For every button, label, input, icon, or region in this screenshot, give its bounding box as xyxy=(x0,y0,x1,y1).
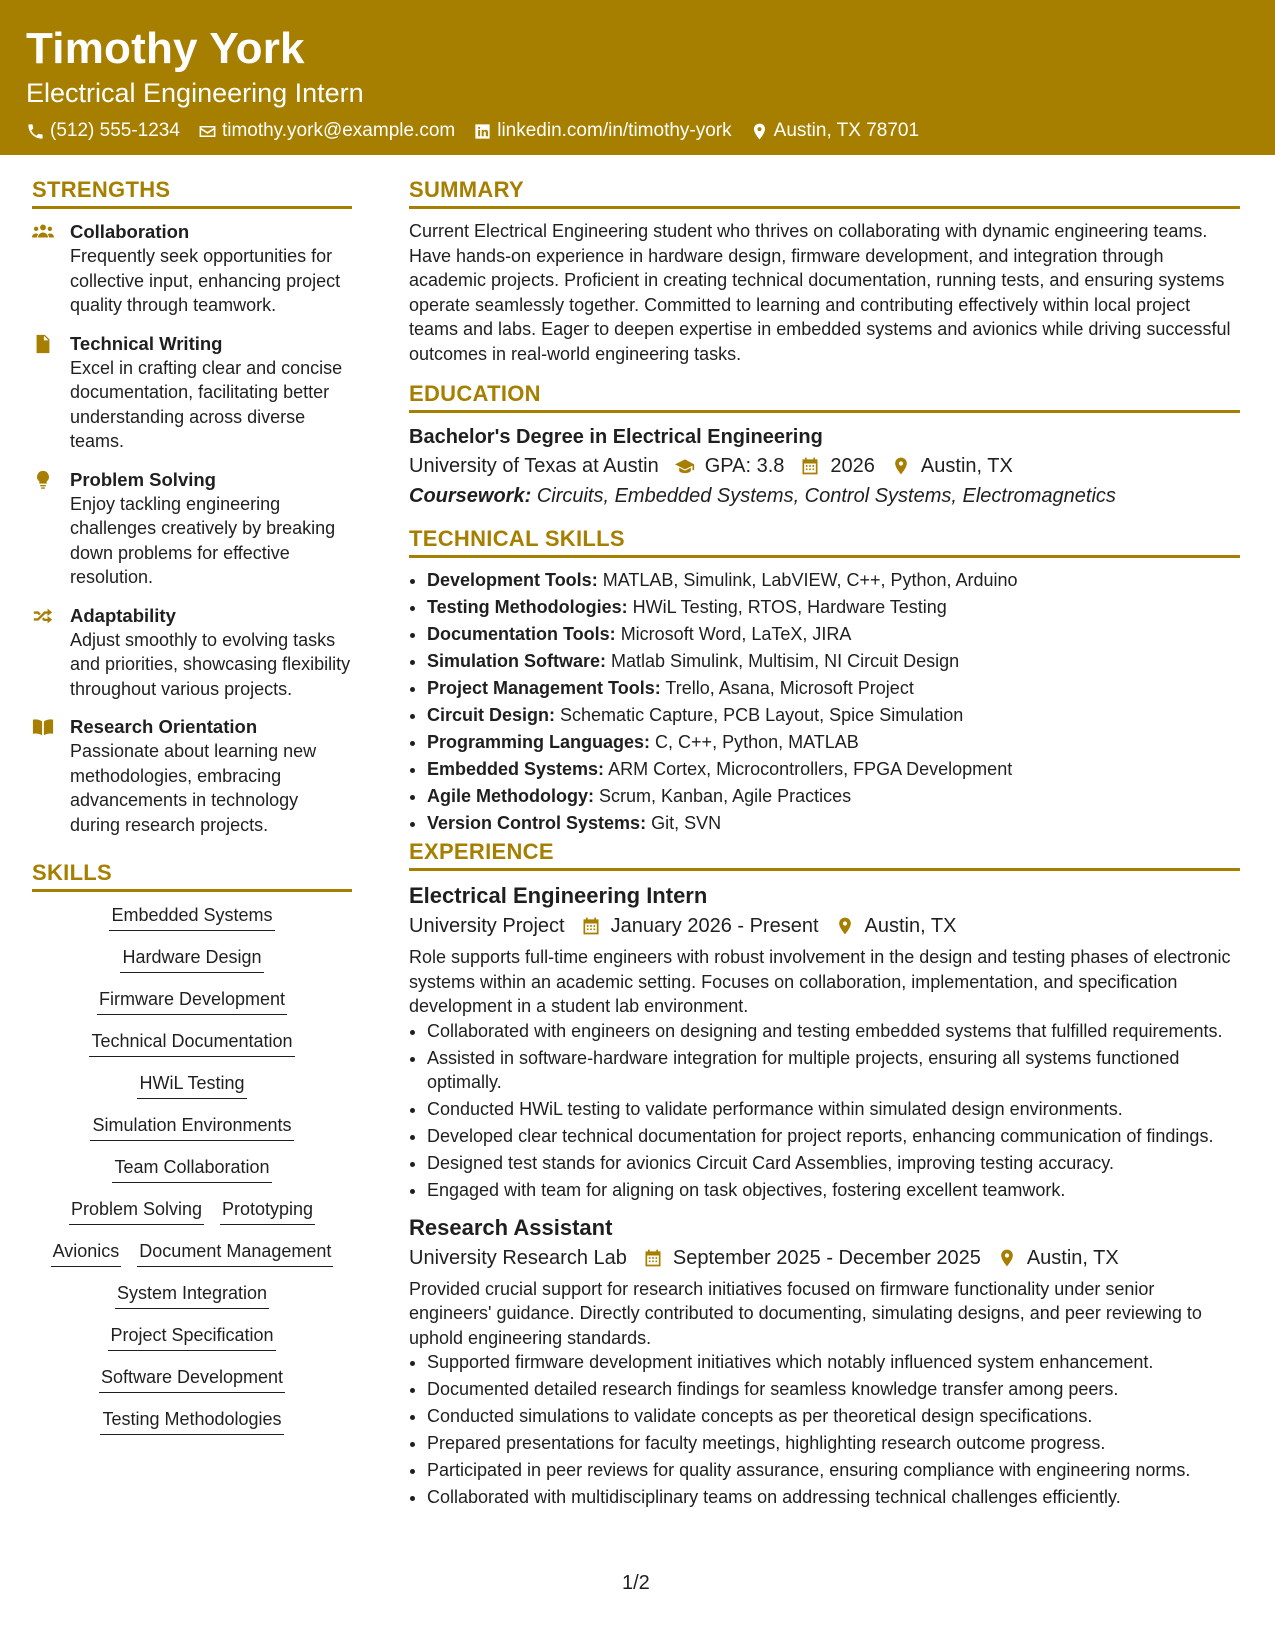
location-text: Austin, TX 78701 xyxy=(773,120,920,141)
list-item: • Programming Languages: C, C++, Python, MATLAB xyxy=(427,730,1240,755)
strength-item xyxy=(32,714,352,837)
strength-item xyxy=(32,331,352,454)
job-bullets xyxy=(409,1019,1240,1203)
skill-tag: Document Management xyxy=(137,1238,333,1267)
contact-bar xyxy=(26,120,1275,142)
strength-title: Technical Writing xyxy=(70,332,223,354)
strengths-heading: STRENGTHS xyxy=(32,176,352,209)
list-item: • Designed test stands for avionics Circuit Card Assemblies, improving testing accuracy. xyxy=(427,1151,1240,1176)
coursework-label: Coursework: xyxy=(409,485,532,507)
job-org: University Research Lab xyxy=(409,1246,627,1269)
list-item: • Collaborated with engineers on designing and testing embedded systems that fulfilled requirements. xyxy=(427,1019,1240,1044)
list-item: • Conducted HWiL testing to validate performance within simulated design environments. xyxy=(427,1097,1240,1122)
calendar-icon xyxy=(581,916,601,936)
school-name: University of Texas at Austin xyxy=(409,455,659,477)
skill-tag: Testing Methodologies xyxy=(100,1406,283,1435)
list-item: • Participated in peer reviews for quality assurance, ensuring compliance with engineering norms. xyxy=(427,1458,1240,1483)
skill-tag: HWiL Testing xyxy=(137,1070,246,1099)
list-item: • Collaborated with multidisciplinary teams on addressing technical challenges efficiently. xyxy=(427,1485,1240,1510)
list-item: • Testing Methodologies: HWiL Testing, RTOS, Hardware Testing xyxy=(427,595,1240,620)
list-item: • Prepared presentations for faculty meetings, highlighting research outcome progress. xyxy=(427,1431,1240,1456)
skill-tag: Prototyping xyxy=(220,1196,315,1225)
strength-desc: Passionate about learning new methodologies, embracing advancements in technology during research projects. xyxy=(70,741,317,835)
calendar-icon xyxy=(800,456,820,476)
resume-header xyxy=(0,0,1275,155)
job-title: Research Assistant xyxy=(409,1214,613,1240)
graduation-cap-icon xyxy=(675,456,695,476)
left-column xyxy=(32,176,352,1448)
job-title: Electrical Engineering Intern xyxy=(409,883,708,908)
skills-list xyxy=(32,902,352,1448)
skill-tag: Simulation Environments xyxy=(90,1112,293,1141)
strength-desc: Adjust smoothly to evolving tasks and priorities, showcasing flexibility throughout various projects. xyxy=(70,629,351,699)
list-item: • Engaged with team for aligning on task objectives, fostering excellent teamwork. xyxy=(427,1178,1240,1203)
job-entry xyxy=(409,1213,1240,1510)
skill-tag: Embedded Systems xyxy=(109,902,274,931)
education-location: Austin, TX xyxy=(920,455,1013,477)
skill-tag: Project Specification xyxy=(108,1322,275,1351)
skill-tag: Problem Solving xyxy=(69,1196,204,1225)
list-item: • Agile Methodology: Scrum, Kanban, Agile Practices xyxy=(427,784,1240,809)
calendar-icon xyxy=(643,1248,663,1268)
strength-desc: Frequently seek opportunities for collective input, enhancing project quality through teamwork. xyxy=(70,246,341,315)
list-item: • Supported firmware development initiatives which notably influenced system enhancement. xyxy=(427,1350,1240,1375)
map-pin-icon xyxy=(997,1248,1017,1268)
strength-item xyxy=(32,603,352,702)
list-item: • Assisted in software-hardware integration for multiple projects, ensuring all systems functioned optimally. xyxy=(427,1046,1240,1095)
strength-title: Adaptability xyxy=(70,604,176,626)
list-item: • Developed clear technical documentation for project reports, enhancing communication of findings. xyxy=(427,1124,1240,1149)
candidate-name: Timothy York xyxy=(26,24,305,73)
degree-title: Bachelor's Degree in Electrical Engineering xyxy=(409,426,823,448)
list-item: • Circuit Design: Schematic Capture, PCB Layout, Spice Simulation xyxy=(427,703,1240,728)
coursework-list: Circuits, Embedded Systems, Control Systems, Electromagnetics xyxy=(536,485,1116,507)
job-location: Austin, TX xyxy=(864,915,957,937)
contact-phone[interactable] xyxy=(26,120,180,142)
email-text: timothy.york@example.com xyxy=(221,120,456,141)
skill-tag: Technical Documentation xyxy=(89,1028,294,1057)
list-item: • Documentation Tools: Microsoft Word, LaTeX, JIRA xyxy=(427,622,1240,647)
job-description: Role supports full-time engineers with robust involvement in the design and testing phases of electronic systems within an academic setting. Focuses on collaboration, implementation, and specification development in a student lab environment. xyxy=(409,947,1231,1016)
list-item: • Project Management Tools: Trello, Asana, Microsoft Project xyxy=(427,676,1240,701)
strength-item xyxy=(32,219,352,318)
skill-tag: Software Development xyxy=(99,1364,285,1393)
contact-location xyxy=(750,120,919,142)
technical-skills-list xyxy=(409,568,1240,836)
gpa-text: GPA: 3.8 xyxy=(704,455,785,477)
job-org: University Project xyxy=(409,915,565,937)
job-entry xyxy=(409,881,1240,1203)
education-heading: EDUCATION xyxy=(409,380,1240,413)
phone-icon xyxy=(26,122,45,141)
job-dates: September 2025 - December 2025 xyxy=(672,1246,981,1269)
users-icon xyxy=(32,222,54,242)
strength-desc: Excel in crafting clear and concise documentation, facilitating better understanding across diverse teams. xyxy=(70,357,343,451)
linkedin-text: linkedin.com/in/timothy-york xyxy=(497,120,732,141)
map-pin-icon xyxy=(835,916,855,936)
skill-tag: Team Collaboration xyxy=(112,1154,271,1183)
list-item: • Version Control Systems: Git, SVN xyxy=(427,811,1240,836)
coursework xyxy=(409,481,1240,511)
contact-linkedin[interactable] xyxy=(473,120,731,142)
job-description: Provided crucial support for research initiatives focused on firmware functionality under senior engineers' guidance. Directly contributed to documenting, simulating designs, and peer reviewing to uphold engineering standards. xyxy=(409,1278,1202,1348)
strength-title: Collaboration xyxy=(70,221,190,242)
skills-heading: SKILLS xyxy=(32,859,352,892)
document-icon xyxy=(32,334,54,354)
graduation-year: 2026 xyxy=(830,455,875,477)
job-meta xyxy=(409,1243,1240,1273)
map-pin-icon xyxy=(891,456,911,476)
contact-email[interactable] xyxy=(198,120,455,142)
summary-text: Current Electrical Engineering student who thrives on collaborating with dynamic engineering teams. Have hands-on experience in hardware design, firmware development, and integration through academic projects. Proficient in creating technical documentation, running tests, and ensuring systems operate seamlessly together. Committed to learning and contributing effectively within local project teams and labs. Eager to deepen expertise in embedded systems and avionics while driving successful outcomes in real-world engineering tasks. xyxy=(409,221,1231,364)
strength-title: Research Orientation xyxy=(70,716,258,737)
list-item: • Embedded Systems: ARM Cortex, Microcontrollers, FPGA Development xyxy=(427,757,1240,782)
education-meta xyxy=(409,451,1240,481)
lightbulb-icon xyxy=(32,470,54,490)
list-item: • Documented detailed research findings for seamless knowledge transfer among peers. xyxy=(427,1377,1240,1402)
right-column xyxy=(409,176,1240,1520)
list-item: • Simulation Software: Matlab Simulink, Multisim, NI Circuit Design xyxy=(427,649,1240,674)
list-item: • Conducted simulations to validate concepts as per theoretical design specifications. xyxy=(427,1404,1240,1429)
job-bullets xyxy=(409,1350,1240,1510)
skill-tag: Firmware Development xyxy=(97,986,287,1015)
list-item: • Development Tools: MATLAB, Simulink, LabVIEW, C++, Python, Arduino xyxy=(427,568,1240,593)
envelope-icon xyxy=(198,122,217,141)
map-pin-icon xyxy=(750,122,769,141)
technical-skills-heading: TECHNICAL SKILLS xyxy=(409,525,1240,558)
book-icon xyxy=(32,717,54,737)
strength-title: Problem Solving xyxy=(70,468,216,490)
skill-tag: Hardware Design xyxy=(120,944,263,973)
skill-tag: Avionics xyxy=(51,1238,122,1267)
phone-text: (512) 555-1234 xyxy=(50,120,180,141)
job-meta xyxy=(409,911,1240,941)
candidate-title: Electrical Engineering Intern xyxy=(26,78,364,108)
strength-item xyxy=(32,467,352,590)
page-number: 1/2 xyxy=(622,1572,650,1594)
linkedin-icon xyxy=(473,122,492,141)
strength-desc: Enjoy tackling engineering challenges creatively by breaking down problems for effective resolution. xyxy=(70,493,336,587)
job-location: Austin, TX xyxy=(1026,1246,1119,1269)
shuffle-icon xyxy=(32,606,54,626)
experience-heading: EXPERIENCE xyxy=(409,838,1240,871)
skill-tag: System Integration xyxy=(115,1280,269,1309)
summary-heading: SUMMARY xyxy=(409,176,1240,209)
job-dates: January 2026 - Present xyxy=(610,915,819,937)
